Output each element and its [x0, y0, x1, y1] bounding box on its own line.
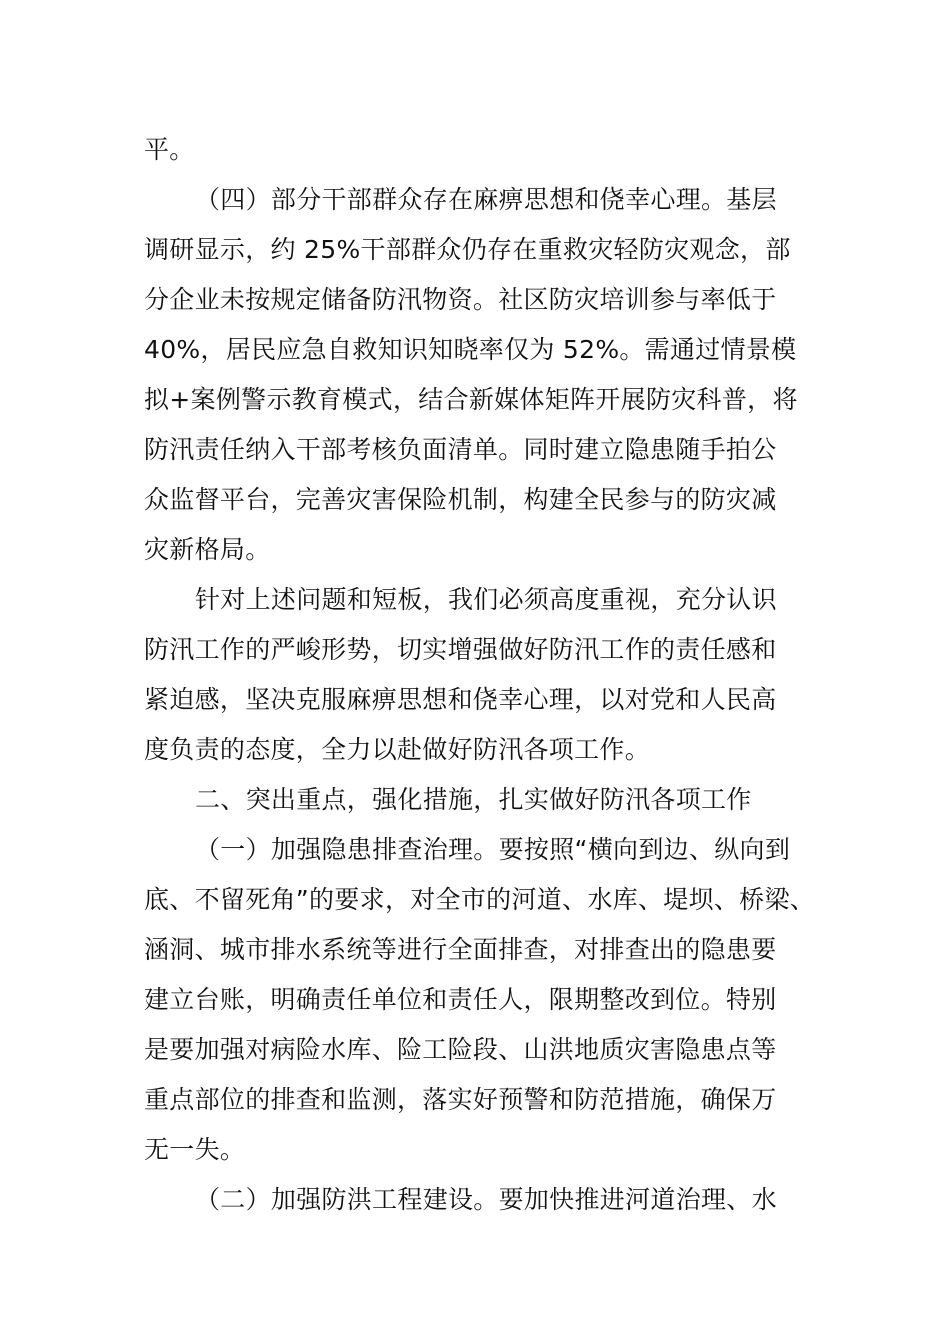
text-line: 涵洞、城市排水系统等进行全面排查，对排查出的隐患要 — [144, 935, 777, 964]
text-line: 底、不留死角”的要求，对全市的河道、水库、堤坝、桥梁、 — [144, 885, 816, 914]
text-line: 众监督平台，完善灾害保险机制，构建全民参与的防灾减 — [144, 485, 777, 514]
text-line: （二）加强防洪工程建设。要加快推进河道治理、水 — [195, 1185, 777, 1214]
text-line: 分企业未按规定储备防汛物资。社区防灾培训参与率低于 — [144, 285, 777, 314]
text-line: （一）加强隐患排查治理。要按照“横向到边、纵向到 — [195, 835, 791, 864]
text-line: 度负责的态度，全力以赴做好防汛各项工作。 — [144, 735, 651, 764]
text-line: 灾新格局。 — [144, 535, 271, 564]
text-line: 是要加强对病险水库、险工险段、山洪地质灾害隐患点等 — [144, 1035, 777, 1064]
text-line: 防汛责任纳入干部考核负面清单。同时建立隐患随手拍公 — [144, 435, 777, 464]
text-line: 针对上述问题和短板，我们必须高度重视，充分认识 — [195, 585, 777, 614]
section-heading: 二、突出重点，强化措施，扎实做好防汛各项工作 — [195, 785, 752, 814]
text-line: 调研显示，约 25%干部群众仍存在重救灾轻防灾观念，部 — [144, 235, 791, 264]
text-line: 平。 — [144, 135, 195, 164]
text-line: 防汛工作的严峻形势，切实增强做好防汛工作的责任感和 — [144, 635, 777, 664]
text-line: 40%，居民应急自救知识知晓率仅为 52%。需通过情景模 — [144, 335, 797, 364]
text-line: 紧迫感，坚决克服麻痹思想和侥幸心理，以对党和人民高 — [144, 685, 777, 714]
text-line: 无一失。 — [144, 1135, 246, 1164]
text-line: 重点部位的排查和监测，落实好预警和防范措施，确保万 — [144, 1085, 777, 1114]
text-line: 建立台账，明确责任单位和责任人，限期整改到位。特别 — [144, 985, 777, 1014]
text-line: 拟+案例警示教育模式，结合新媒体矩阵开展防灾科普，将 — [144, 385, 798, 414]
text-line: （四）部分干部群众存在麻痹思想和侥幸心理。基层 — [195, 185, 777, 214]
